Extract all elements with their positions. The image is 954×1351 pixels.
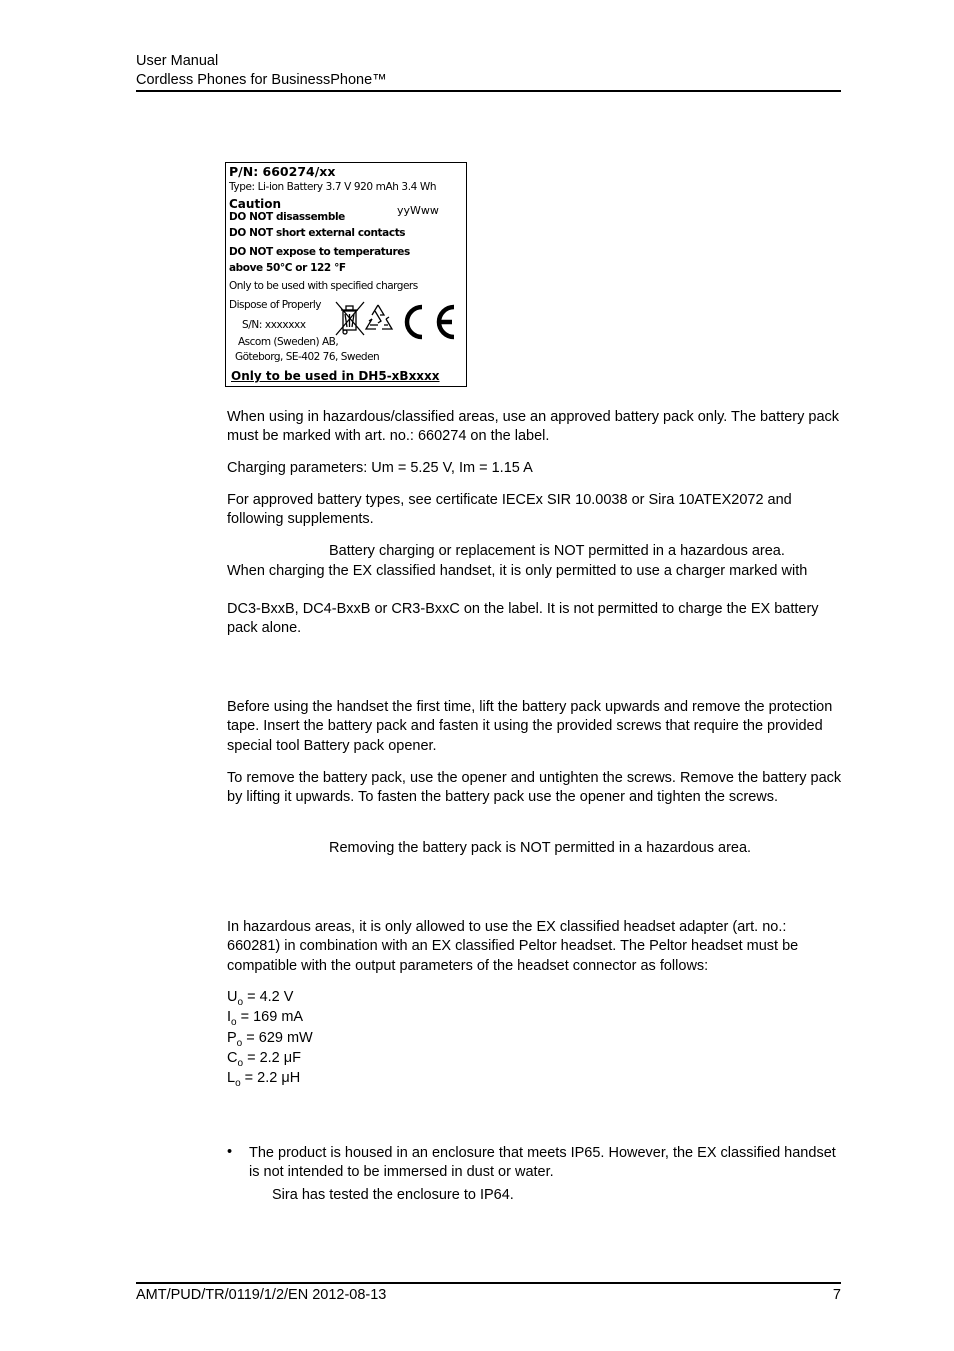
ce-mark-icon <box>407 307 454 337</box>
label-usage: Only to be used in DH5-xBxxxx <box>231 369 440 383</box>
label-dispose: Dispose of Properly <box>229 299 322 311</box>
paragraph-first-use: Before using the handset the first time, lift the battery pack upwards and remove the protection tape. Insert the battery pack and fasten it using the provided screws that require the provided special tool Battery pack opener. <box>227 699 833 754</box>
paragraph-remove-battery: To remove the battery pack, use the opener and untighten the screws. Remove the battery pack by lifting it upwards. To fasten the battery pack use the opener and tighten the screws. <box>227 770 842 806</box>
parameter-uo: $U_o = 4.2$ V <box>227 989 294 1008</box>
label-address-2: Göteborg, SE-402 76, Sweden <box>235 351 380 363</box>
paragraph-headset-adapter: In hazardous areas, it is only allowed to use the EX classified headset adapter (art. no.: 660281) in combination with an EX classified Peltor headset. The Peltor headset must be compatible with the output parameters of the headset connector as follows: <box>227 919 799 974</box>
paragraph-approved-types: For approved battery types, see certificate IECEx SIR 10.0038 or Sira 10ATEX2072 and following supplements. <box>227 492 792 528</box>
label-date-code: yyWww <box>397 204 439 217</box>
label-warning-2: DO NOT short external contacts <box>229 227 406 239</box>
label-warning-1: DO NOT disassemble <box>229 211 345 223</box>
parameter-po: $P_o = 629$ mW <box>227 1029 313 1049</box>
label-warning-3: DO NOT expose to temperatures <box>229 246 410 258</box>
page-number: 7 <box>832 1287 841 1303</box>
header-rule <box>136 90 841 92</box>
recycle-icon <box>366 305 392 329</box>
parameter-co: $C_o = 2.2$ μF <box>227 1049 301 1069</box>
parameter-lo: $L_o = 2.2$ μH <box>227 1070 301 1090</box>
headset-parameters <box>227 988 842 1089</box>
paragraph-approved-battery: When using in hazardous/classified areas, use an approved battery pack only. The battery pack must be marked with art. no.: 660274 on the label. <box>227 409 840 445</box>
label-chargers: Only to be used with specified chargers <box>229 280 418 292</box>
label-serial: S/N: xxxxxxx <box>242 319 306 331</box>
running-header <box>136 52 387 90</box>
battery-label-image <box>225 162 467 387</box>
crossed-bin-icon <box>336 302 364 335</box>
label-caution: Caution <box>229 197 282 211</box>
paragraph-charger-marked: When charging the EX classified handset, it is only permitted to use a charger marked with <box>227 563 808 579</box>
bullet-marker: • <box>227 1144 233 1160</box>
note-sira-test: Sira has tested the enclosure to IP64. <box>272 1187 514 1203</box>
header-title: User Manual <box>136 53 219 69</box>
paragraph-charging-parameters: Charging parameters: Um = 5.25 V, Im = 1.15 A <box>227 460 533 476</box>
label-symbols <box>334 299 466 349</box>
header-subtitle: Cordless Phones for BusinessPhone™ <box>136 72 387 88</box>
footer-doc-id: AMT/PUD/TR/0119/1/2/EN 2012-08-13 <box>136 1287 387 1303</box>
label-part-number: P/N: 660274/xx <box>229 164 336 179</box>
label-address-1: Ascom (Sweden) AB, <box>238 336 339 348</box>
note-charging-hazard: Battery charging or replacement is NOT permitted in a hazardous area. <box>329 543 785 559</box>
label-warning-4: above 50°C or 122 °F <box>229 262 346 274</box>
footer-rule <box>136 1282 841 1284</box>
note-removing-hazard: Removing the battery pack is NOT permitted in a hazardous area. <box>329 840 752 856</box>
parameter-io: $I_o = 169$ mA <box>227 1009 304 1029</box>
label-type: Type: Li-ion Battery 3.7 V 920 mAh 3.4 Wh <box>229 181 437 193</box>
paragraph-charger-models: DC3-BxxB, DC4-BxxB or CR3-BxxC on the label. It is not permitted to charge the EX battery pack alone. <box>227 601 819 637</box>
bullet-enclosure: The product is housed in an enclosure that meets IP65. However, the EX classified handset is not intended to be immersed in dust or water. <box>249 1145 836 1181</box>
